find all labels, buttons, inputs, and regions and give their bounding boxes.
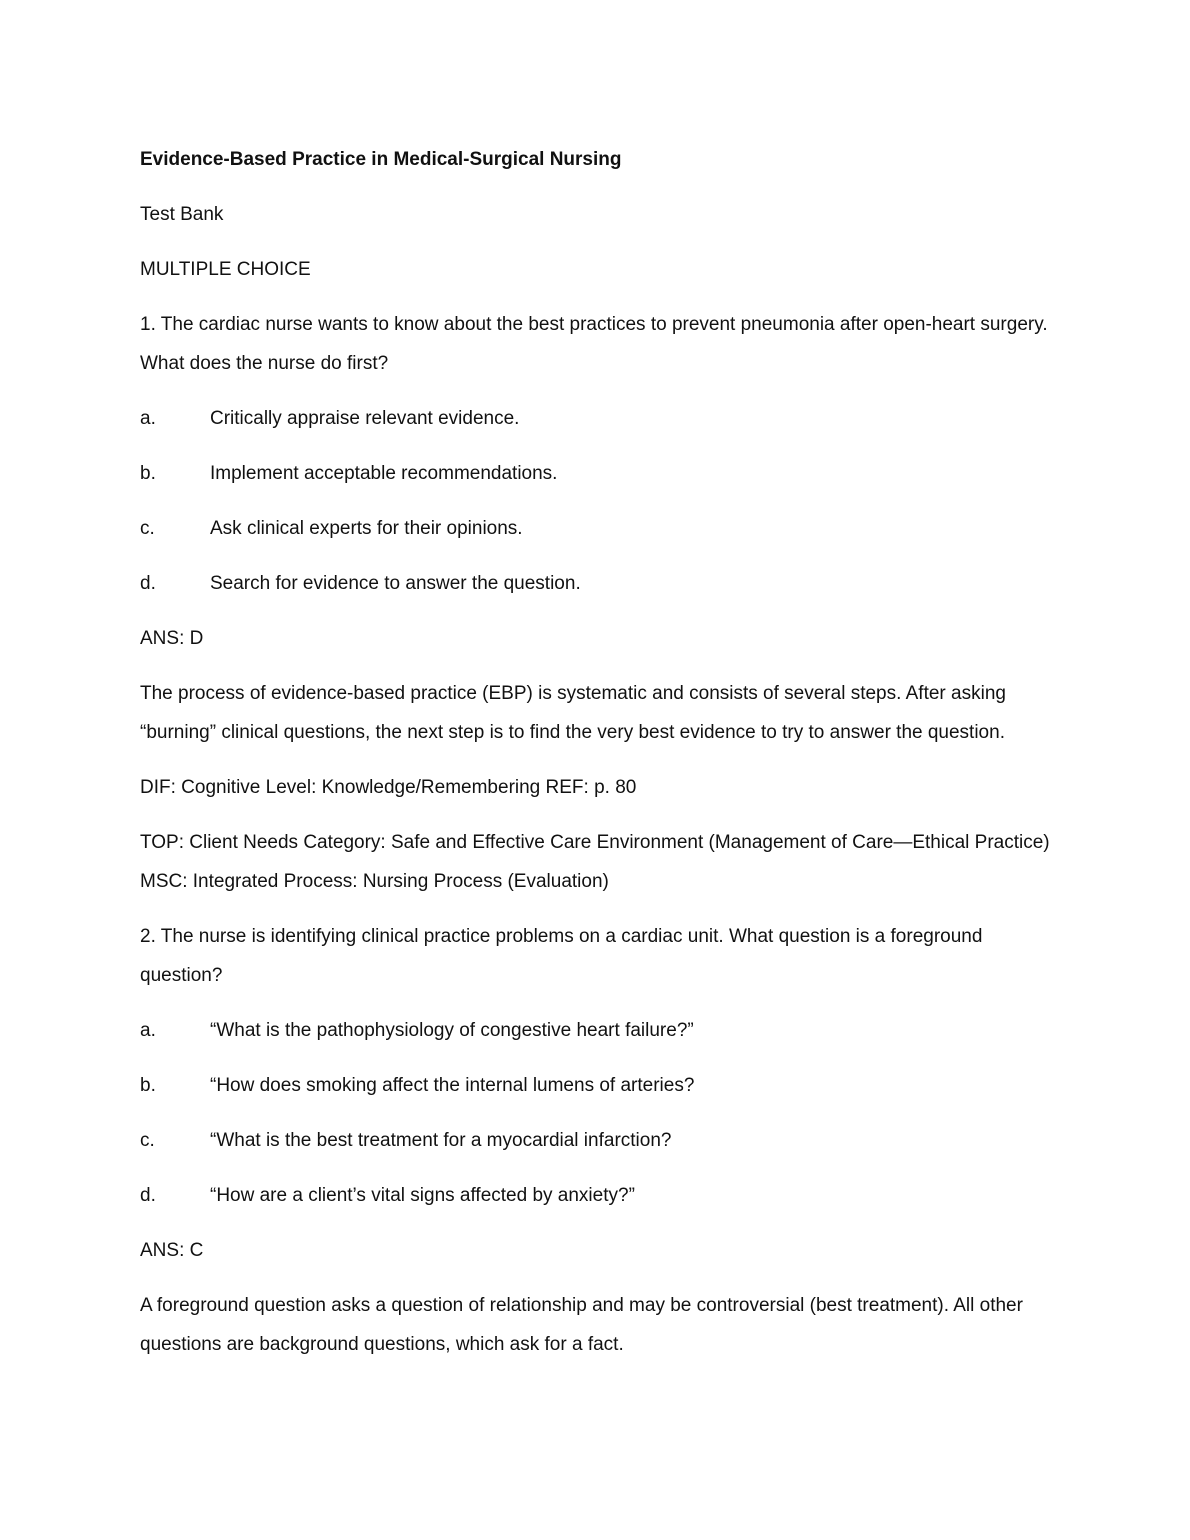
option-letter: c. xyxy=(140,1130,155,1151)
answer-option xyxy=(140,509,1070,548)
option-letter: a. xyxy=(140,408,156,429)
option-letter: b. xyxy=(140,463,156,484)
section-heading: MULTIPLE CHOICE xyxy=(140,259,311,280)
document-title: Evidence-Based Practice in Medical-Surgical Nursing xyxy=(140,149,622,170)
option-letter: a. xyxy=(140,1020,156,1041)
rationale: The process of evidence-based practice (EBP) is systematic and consists of several steps. After asking “burning” clinical questions, the next step is to find the very best evidence to try to answer the question. xyxy=(140,683,1006,743)
option-letter: d. xyxy=(140,573,156,594)
option-text: “How does smoking affect the internal lumens of arteries? xyxy=(210,1075,695,1096)
document-content xyxy=(140,140,1070,1380)
answer-option xyxy=(140,1121,1070,1160)
difficulty-reference: DIF: Cognitive Level: Knowledge/Remembering REF: p. 80 xyxy=(140,777,637,798)
answer-option xyxy=(140,1011,1070,1050)
option-text: “What is the best treatment for a myocardial infarction? xyxy=(210,1130,672,1151)
answer-option xyxy=(140,1066,1070,1105)
option-text: Implement acceptable recommendations. xyxy=(210,463,558,484)
option-text: Critically appraise relevant evidence. xyxy=(210,408,520,429)
answer-option xyxy=(140,399,1070,438)
option-letter: b. xyxy=(140,1075,156,1096)
answer-key: ANS: C xyxy=(140,1240,204,1261)
answer-option xyxy=(140,1176,1070,1215)
option-text: Search for evidence to answer the question. xyxy=(210,573,581,594)
answer-key: ANS: D xyxy=(140,628,204,649)
document-subtitle: Test Bank xyxy=(140,204,224,225)
option-text: Ask clinical experts for their opinions. xyxy=(210,518,523,539)
option-text: “How are a client’s vital signs affected by anxiety?” xyxy=(210,1185,635,1206)
answer-option xyxy=(140,454,1070,493)
topic-classification: TOP: Client Needs Category: Safe and Effective Care Environment (Management of Care—Ethical Practice) MSC: Integrated Process: Nursing Process (Evaluation) xyxy=(140,832,1050,892)
question-stem: 1. The cardiac nurse wants to know about the best practices to prevent pneumonia after open-heart surgery. What does the nurse do first? xyxy=(140,314,1048,374)
answer-option xyxy=(140,564,1070,603)
option-letter: c. xyxy=(140,518,155,539)
question-stem: 2. The nurse is identifying clinical practice problems on a cardiac unit. What question is a foreground question? xyxy=(140,926,983,986)
option-letter: d. xyxy=(140,1185,156,1206)
rationale: A foreground question asks a question of relationship and may be controversial (best treatment). All other questions are background questions, which ask for a fact. xyxy=(140,1295,1023,1355)
option-text: “What is the pathophysiology of congestive heart failure?” xyxy=(210,1020,694,1041)
